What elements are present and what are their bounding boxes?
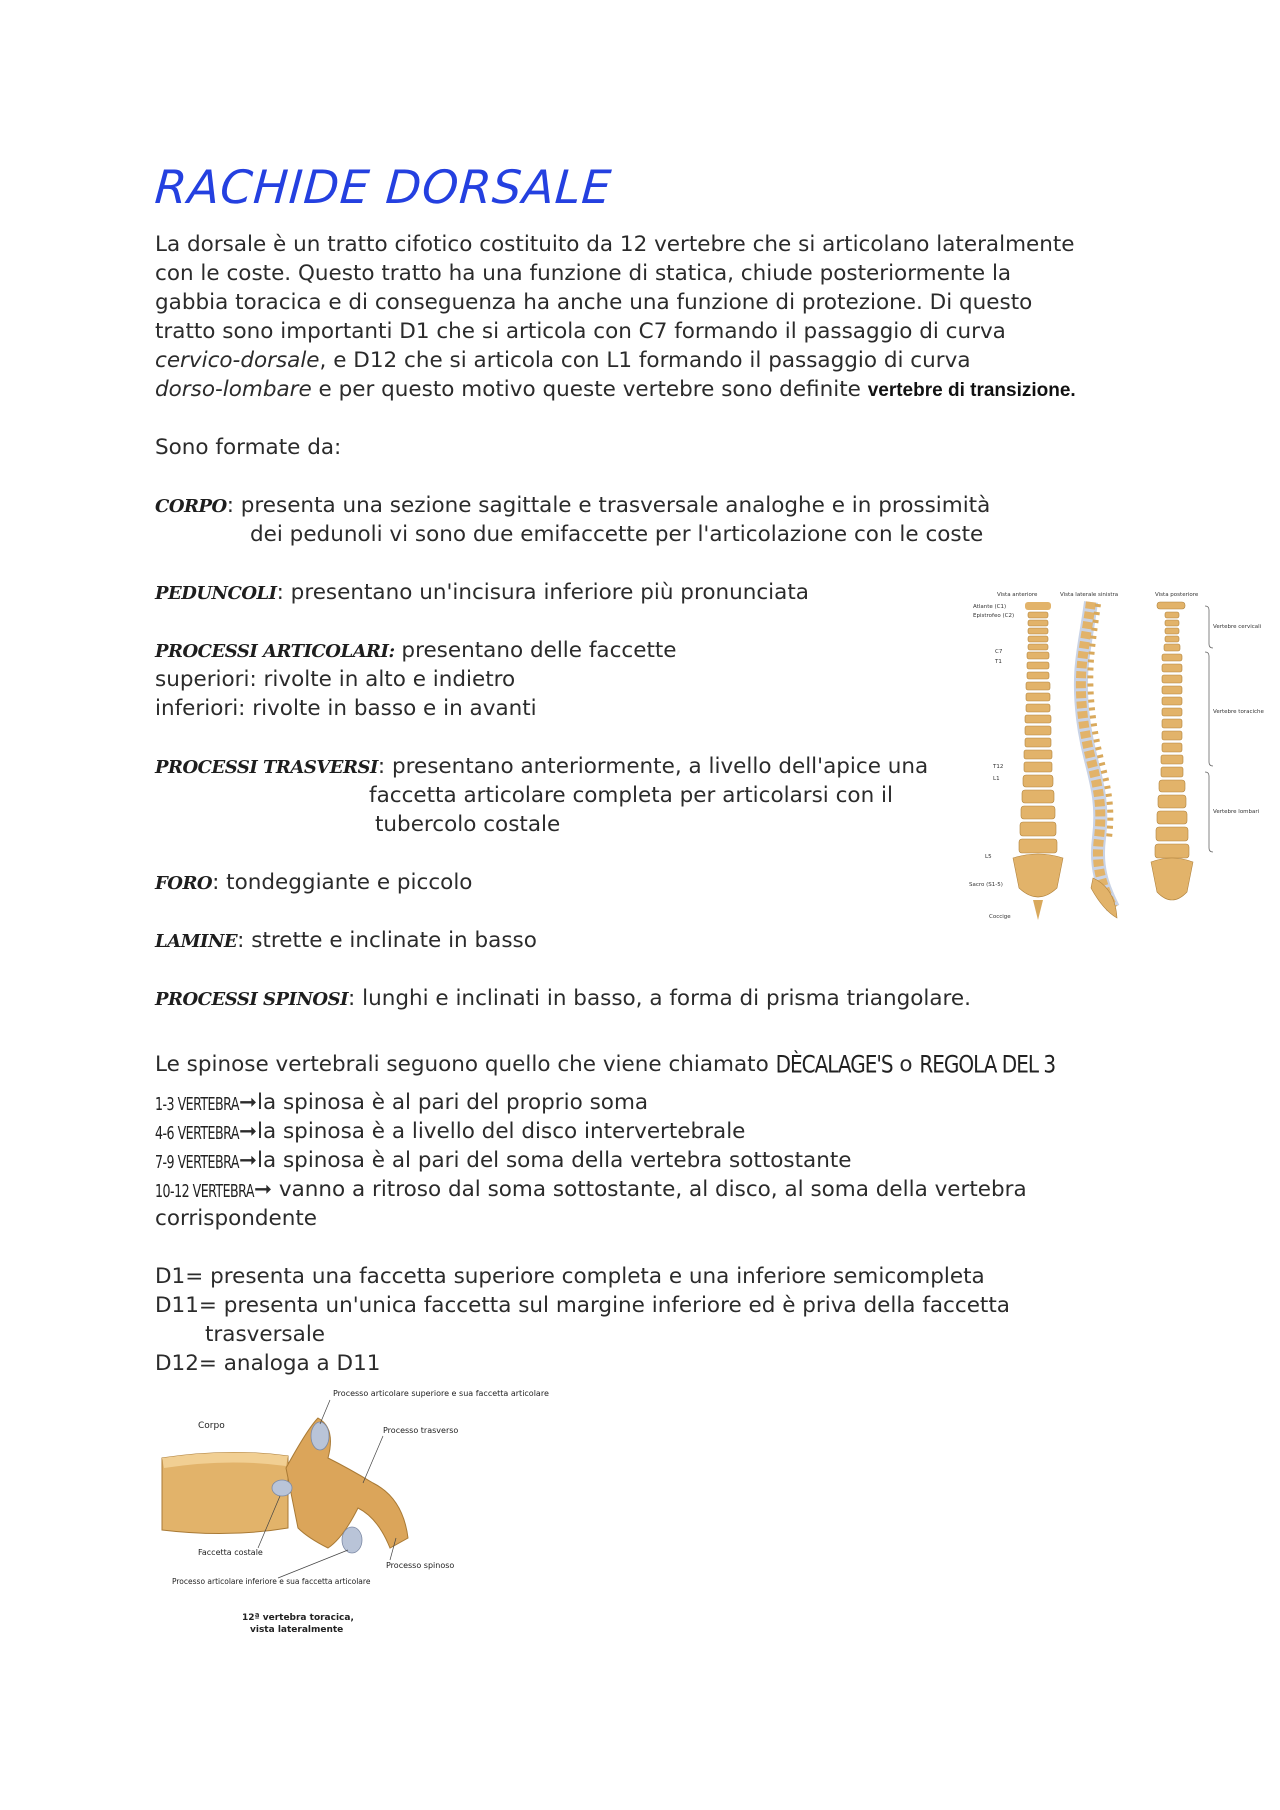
row-4-range: 10-12 VERTEBRA (155, 1181, 254, 1202)
arrow-icon: ➞ (238, 1148, 257, 1173)
row-2-range: 4-6 VERTEBRA (155, 1123, 239, 1144)
spine-illustration (965, 588, 1264, 933)
articolari-superiori: superiori: rivolte in alto e indietro (155, 667, 516, 692)
vertebra-figure (158, 1388, 549, 1652)
label-cervicali: Vertebre cervicali (1213, 624, 1262, 630)
label-t12: T12 (993, 764, 1004, 770)
part-processi-trasversi (155, 752, 928, 782)
note-d1: D1= presenta una faccetta superiore completa e una inferiore semicompleta (155, 1264, 985, 1289)
label-faccetta-costale: Faccetta costale (198, 1548, 263, 1557)
caption-line-2: vista lateralmente (250, 1625, 344, 1635)
intro-line-5-rest: , e D12 che si articola con L1 formando il passaggio di curva (319, 348, 971, 373)
row-1-range: 1-3 VERTEBRA (155, 1094, 239, 1115)
label-corpo: Corpo (198, 1421, 225, 1431)
intro-line-2: con le coste. Questo tratto ha una funzione di statica, chiude posteriormente la (155, 261, 1012, 286)
part-lamine (155, 926, 537, 956)
label-c7: C7 (995, 649, 1003, 655)
articolari-term: PROCESSI ARTICOLARI: (155, 641, 395, 662)
trasversi-text: : presentano anteriormente, a livello dell'apice una (377, 754, 929, 779)
part-processi-spinosi (155, 984, 971, 1014)
row-4-text: vanno a ritroso dal soma sottostante, al disco, al soma della vertebra (278, 1177, 1027, 1202)
foro-text: : tondeggiante e piccolo (212, 870, 473, 895)
label-art-inf: Processo articolare inferiore e sua faccetta articolare (172, 1577, 371, 1586)
articolari-text: presentano delle faccette (394, 638, 677, 663)
label-toraciche: Vertebre toraciche (1213, 709, 1264, 715)
spinosi-term: PROCESSI SPINOSI (155, 989, 349, 1010)
trasversi-term: PROCESSI TRASVERSI (155, 757, 378, 778)
term-dorso-lombare: dorso-lombare (155, 377, 312, 402)
arrow-icon: ➞ (238, 1090, 257, 1115)
decalage-rule: REGOLA DEL 3 (919, 1049, 1056, 1079)
term-vertebre-transizione: vertebre di transizione. (867, 380, 1076, 401)
arrow-icon: ➞ (253, 1177, 272, 1202)
row-2-text: la spinosa è a livello del disco intervertebrale (256, 1119, 746, 1144)
row-3-text: la spinosa è al pari del soma della vertebra sottostante (256, 1148, 852, 1173)
intro-line-5 (155, 346, 971, 375)
part-foro (155, 868, 472, 898)
note-d11: D11= presenta un'unica faccetta sul margine inferiore ed è priva della faccetta (155, 1293, 1010, 1318)
foro-term: FORO (155, 873, 213, 894)
spinosi-text: : lunghi e inclinati in basso, a forma di prisma triangolare. (348, 986, 971, 1011)
vertebra-illustration (158, 1388, 549, 1652)
note-d11-cont: trasversale (205, 1322, 326, 1347)
decalage-intro-text: Le spinose vertebrali seguono quello che viene chiamato (155, 1052, 776, 1077)
view-posterior-label: Vista posteriore (1155, 592, 1199, 598)
corpo-term: CORPO (155, 496, 227, 517)
note-d12: D12= analoga a D11 (155, 1351, 381, 1376)
label-c1: Atlante (C1) (973, 604, 1007, 610)
label-c2: Epistrofeo (C2) (973, 613, 1015, 619)
row-1-text: la spinosa è al pari del proprio soma (256, 1090, 649, 1115)
label-sacro: Sacro (S1-5) (969, 882, 1003, 888)
trasversi-text-cont-1: faccetta articolare completa per articolarsi con il (369, 783, 893, 808)
decalage-row-4 (155, 1175, 1027, 1207)
corpo-text: : presenta una sezione sagittale e trasversale analoghe e in prossimità (226, 493, 991, 518)
label-trasverso: Processo trasverso (383, 1426, 459, 1435)
formed-by-heading: Sono formate da: (155, 435, 342, 460)
page-title: RACHIDE DORSALE (153, 160, 614, 214)
label-t1: T1 (995, 659, 1002, 665)
decalage-name: DÈCALAGE'S (775, 1049, 893, 1079)
lamine-term: LAMINE (155, 931, 238, 952)
label-coccige: Coccige (989, 914, 1011, 920)
intro-line-6-rest: e per questo motivo queste vertebre sono definite (311, 377, 868, 402)
decalage-row-2 (155, 1117, 745, 1149)
decalage-intro (155, 1050, 1055, 1079)
decalage-row-1 (155, 1088, 648, 1120)
label-l5: L5 (985, 854, 992, 860)
term-cervico-dorsale: cervico-dorsale (155, 348, 320, 373)
part-corpo (155, 491, 990, 521)
peduncoli-term: PEDUNCOLI (155, 583, 277, 604)
lamine-text: : strette e inclinate in basso (237, 928, 537, 953)
intro-line-4: tratto sono importanti D1 che si articola con C7 formando il passaggio di curva (155, 319, 1006, 344)
peduncoli-text: : presentano un'incisura inferiore più pronunciata (276, 580, 809, 605)
caption-line-1: 12ª vertebra toracica, (242, 1613, 354, 1623)
trasversi-text-cont-2: tubercolo costale (375, 812, 561, 837)
intro-line-1: La dorsale è un tratto cifotico costituito da 12 vertebre che si articolano lateralmente (155, 232, 1075, 257)
decalage-or: o (892, 1052, 920, 1077)
part-processi-articolari (155, 636, 677, 666)
label-art-sup: Processo articolare superiore e sua faccetta articolare (333, 1389, 549, 1398)
view-lateral-label: Vista laterale sinistra (1060, 592, 1119, 598)
intro-line-3: gabbia toracica e di conseguenza ha anche una funzione di protezione. Di questo (155, 290, 1033, 315)
decalage-row-4-cont: corrispondente (155, 1206, 318, 1231)
part-peduncoli (155, 578, 809, 608)
label-spinoso: Processo spinoso (386, 1561, 455, 1570)
label-lombari: Vertebre lombari (1213, 809, 1260, 815)
spine-figure (965, 588, 1264, 933)
articolari-inferiori: inferiori: rivolte in basso e in avanti (155, 696, 537, 721)
arrow-icon: ➞ (238, 1119, 257, 1144)
corpo-text-cont: dei pedunoli vi sono due emifaccette per l'articolazione con le coste (250, 522, 984, 547)
label-l1: L1 (993, 776, 1000, 782)
row-3-range: 7-9 VERTEBRA (155, 1152, 239, 1173)
decalage-row-3 (155, 1146, 852, 1178)
intro-line-6 (155, 375, 1076, 405)
view-anterior-label: Vista anteriore (997, 592, 1038, 598)
